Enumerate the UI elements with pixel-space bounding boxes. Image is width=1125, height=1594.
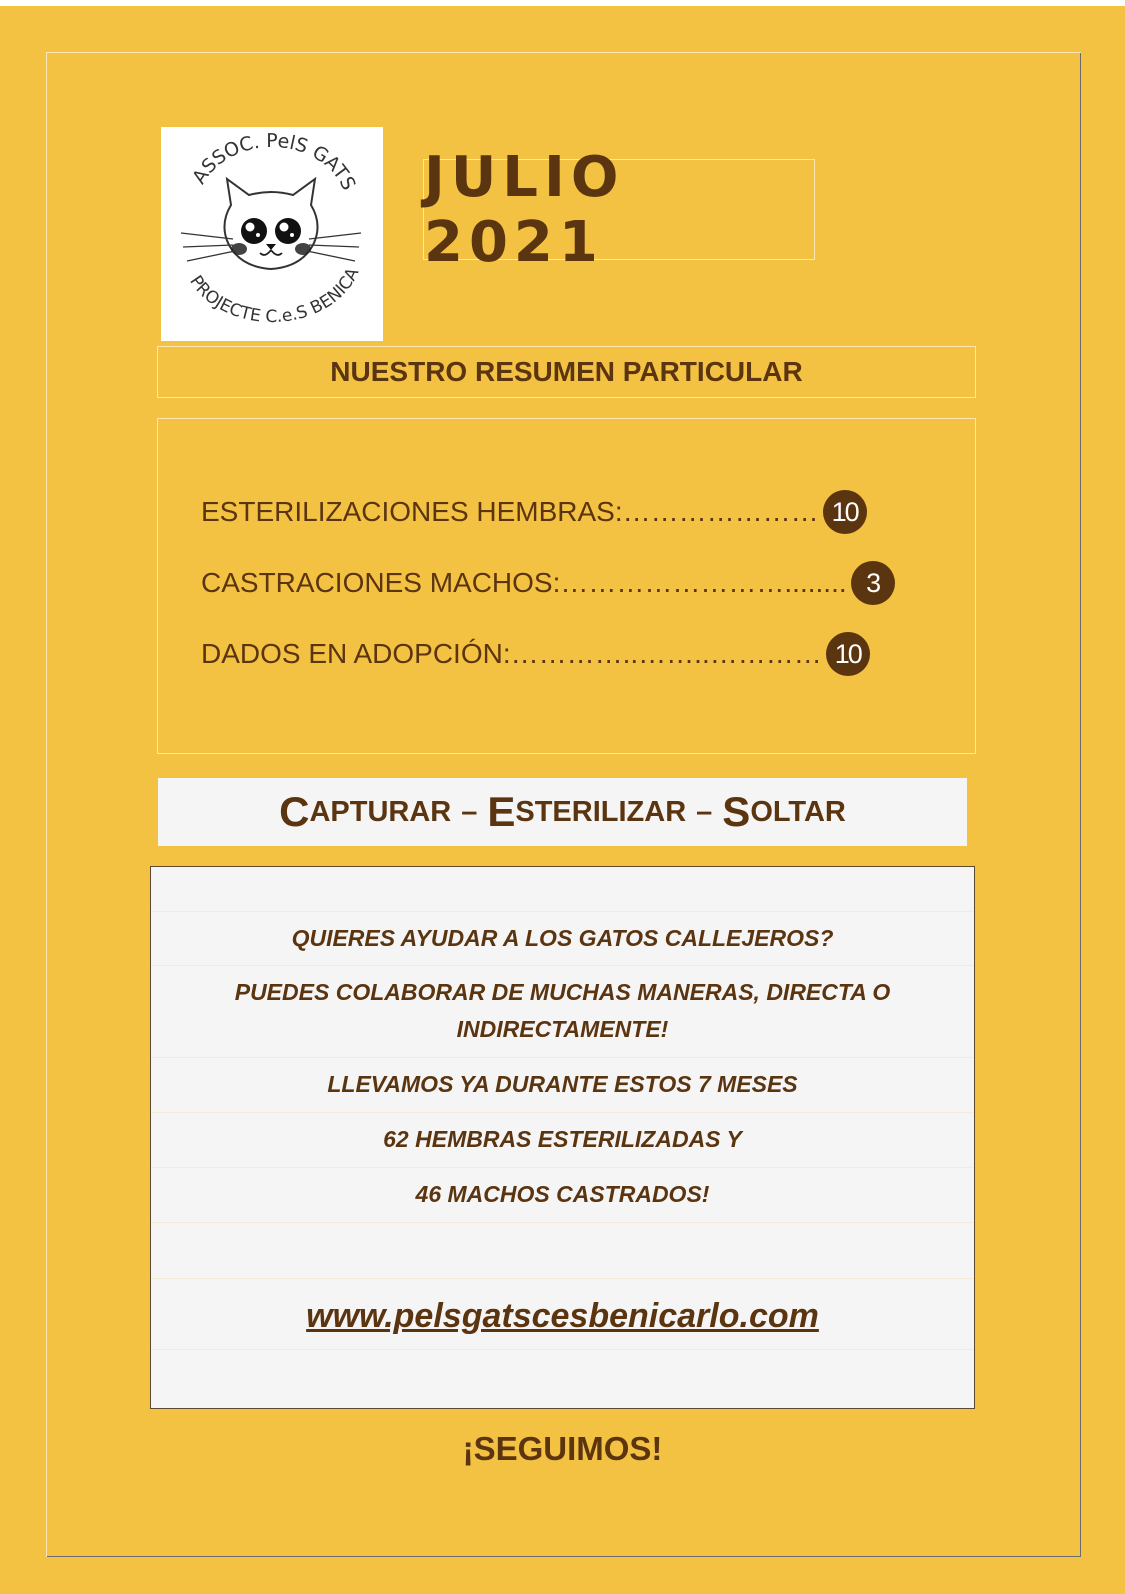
info-males: 46 MACHOS CASTRADOS! bbox=[415, 1181, 710, 1207]
stat-label: DADOS EN ADOPCIÓN: bbox=[201, 638, 511, 669]
summary-heading: NUESTRO RESUMEN PARTICULAR bbox=[157, 346, 976, 398]
association-logo bbox=[161, 127, 383, 341]
stat-leader-dots: ……………………........ bbox=[560, 567, 847, 598]
stat-value-badge: 10 bbox=[823, 490, 867, 534]
logo-top-text: ASSOC. PelS GATS bbox=[188, 129, 360, 194]
divider bbox=[151, 1167, 974, 1168]
slogan-word: APTURAR bbox=[309, 795, 452, 828]
stat-row-castrations bbox=[201, 560, 895, 606]
stat-value-badge: 3 bbox=[851, 561, 895, 605]
month-title-box bbox=[423, 144, 815, 275]
slogan-word: STERILIZAR bbox=[515, 795, 687, 828]
website-link[interactable]: www.pelsgatscesbenicarlo.com bbox=[306, 1297, 819, 1335]
divider bbox=[151, 1112, 974, 1113]
stat-row-adoptions bbox=[201, 631, 870, 677]
slogan-initial: S bbox=[722, 788, 751, 835]
info-question: QUIERES AYUDAR A LOS GATOS CALLEJEROS? bbox=[291, 925, 834, 951]
stat-row-sterilizations bbox=[201, 489, 867, 535]
slogan-banner bbox=[158, 778, 967, 846]
logo-bottom-text: PROJECTE C.e.S BENICA bbox=[185, 264, 364, 328]
divider bbox=[151, 1278, 974, 1279]
stat-leader-dots: …………..……..………… bbox=[510, 638, 822, 669]
stat-label: ESTERILIZACIONES HEMBRAS: bbox=[201, 496, 623, 527]
slogan-initial: C bbox=[279, 788, 310, 835]
month-title: JULIO 2021 bbox=[424, 144, 625, 275]
stat-label: CASTRACIONES MACHOS: bbox=[201, 567, 561, 598]
slogan-word: OLTAR bbox=[750, 795, 846, 828]
info-panel bbox=[150, 866, 975, 1409]
divider bbox=[151, 965, 974, 966]
divider bbox=[151, 1349, 974, 1350]
divider bbox=[151, 1222, 974, 1223]
stat-leader-dots: ………………… bbox=[622, 496, 819, 527]
divider bbox=[151, 911, 974, 912]
slogan-separator: – bbox=[696, 795, 713, 828]
stats-box bbox=[157, 418, 976, 754]
info-months: LLEVAMOS YA DURANTE ESTOS 7 MESES bbox=[327, 1071, 798, 1097]
info-females: 62 HEMBRAS ESTERILIZADAS Y bbox=[383, 1126, 742, 1152]
slogan-separator: – bbox=[461, 795, 478, 828]
divider bbox=[151, 1057, 974, 1058]
footer-slogan: ¡SEGUIMOS! bbox=[462, 1430, 663, 1467]
cat-face-icon bbox=[161, 127, 383, 341]
info-collaborate: PUEDES COLABORAR DE MUCHAS MANERAS, DIRECTA O INDIRECTAMENTE! bbox=[234, 979, 891, 1042]
slogan-initial: E bbox=[487, 788, 516, 835]
stat-value-badge: 10 bbox=[826, 632, 870, 676]
